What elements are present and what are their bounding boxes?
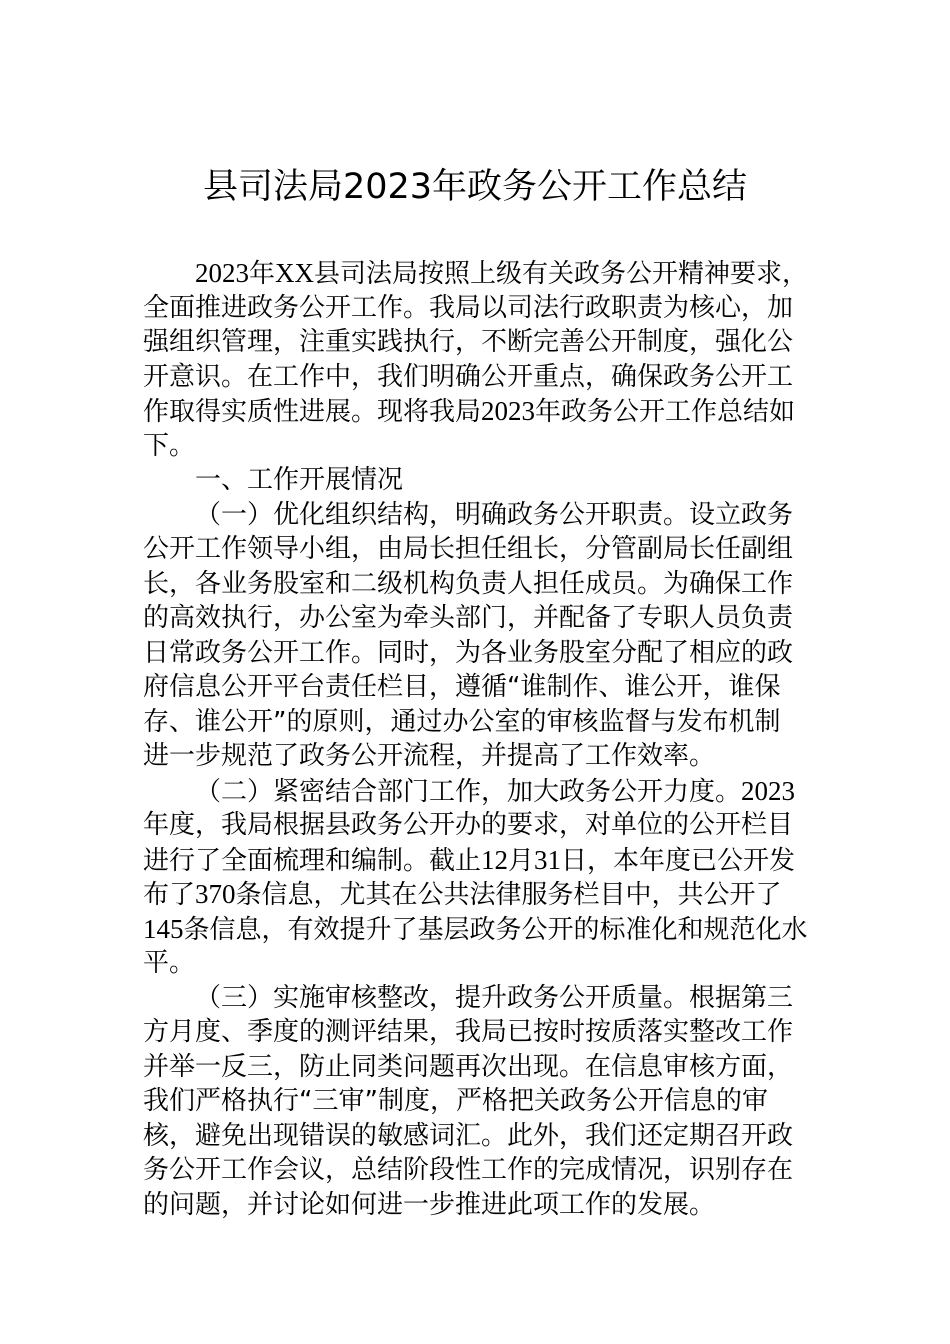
paragraph-line: 进一步规范了政务公开流程，并提高了工作效率。 (143, 741, 716, 771)
paragraph-line: 公开工作领导小组，由局长担任组长，分管副局长任副组 (143, 534, 794, 564)
paragraph-line: 开意识。在工作中，我们明确公开重点，确保政务公开工 (143, 361, 794, 392)
paragraph-line: 存、谁公开”的原则，通过办公室的审核监督与发布机制 (143, 706, 781, 737)
paragraph-line: 布了370条信息，尤其在公共法律服务栏目中，共公开了 (143, 879, 782, 910)
paragraph-line: 并举一反三，防止同类问题再次出现。在信息审核方面， (143, 1051, 794, 1082)
paragraph-line: 务公开工作会议，总结阶段性工作的完成情况，识别存在 (143, 1155, 794, 1185)
paragraph-first-line: （三）实施审核整改，提升政务公开质量。根据第三 (195, 982, 794, 1013)
paragraph-line: 进行了全面梳理和编制。截止12月31日，本年度已公开发 (143, 844, 796, 876)
paragraph-line: 的问题，并讨论如何进一步推进此项工作的发展。 (143, 1189, 716, 1220)
paragraph-line: 全面推进政务公开工作。我局以司法行政职责为核心，加 (143, 292, 794, 323)
paragraph-line: 年度，我局根据县政务公开办的要求，对单位的公开栏目 (143, 810, 794, 840)
paragraph-line: 强组织管理，注重实践执行，不断完善公开制度，强化公 (143, 327, 794, 357)
paragraph-line: 府信息公开平台责任栏目，遵循“谁制作、谁公开，谁保 (143, 672, 781, 702)
paragraph-line: 的高效执行，办公室为牵头部门，并配备了专职人员负责 (143, 603, 794, 633)
document-body (143, 256, 808, 1222)
paragraph-first-line: （一）优化组织结构，明确政务公开职责。设立政务 (195, 499, 794, 530)
paragraph-line: 平。 (143, 948, 196, 978)
paragraph-line: 长，各业务股室和二级机构负责人担任成员。为确保工作 (143, 568, 794, 599)
paragraph-line: 方月度、季度的测评结果，我局已按时按质落实整改工作 (143, 1017, 794, 1047)
paragraph-first-line: 2023年XX县司法局按照上级有关政务公开精神要求， (195, 258, 809, 289)
paragraph-first-line: （二）紧密结合部门工作，加大政务公开力度。2023 (195, 775, 796, 807)
paragraph-line: 下。 (143, 430, 196, 461)
paragraph-first-line: 一、工作开展情况 (195, 465, 404, 495)
paragraph-line: 145条信息，有效提升了基层政务公开的标准化和规范化水 (143, 913, 808, 945)
paragraph-line: 作取得实质性进展。现将我局2023年政务公开工作总结如 (143, 396, 796, 427)
paragraph-line: 日常政务公开工作。同时，为各业务股室分配了相应的政 (143, 637, 794, 668)
document-title: 县司法局2023年政务公开工作总结 (202, 167, 748, 207)
paragraph-line: 我们严格执行“三审”制度，严格把关政务公开信息的审 (143, 1086, 768, 1116)
paragraph-line: 核，避免出现错误的敏感词汇。此外，我们还定期召开政 (143, 1120, 794, 1151)
